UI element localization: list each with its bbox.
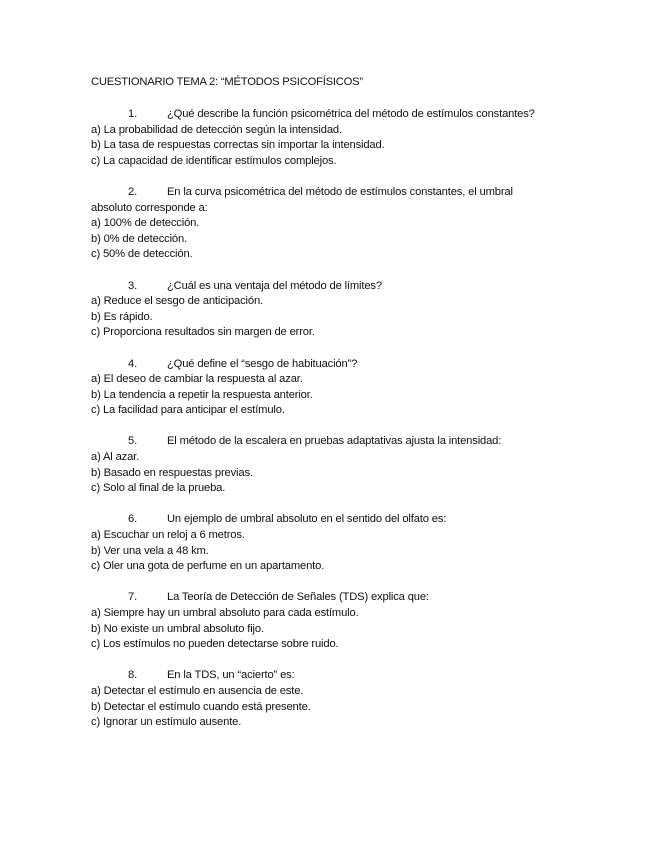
question-5 bbox=[91, 434, 561, 496]
answer-option: a) Reduce el sesgo de anticipación. bbox=[91, 295, 263, 308]
answer-option: a) Escuchar un reloj a 6 metros. bbox=[91, 529, 245, 542]
question-line bbox=[91, 434, 561, 450]
question-number: 1. bbox=[128, 108, 138, 120]
answer-option: c) Proporciona resultados sin margen de error. bbox=[91, 326, 315, 339]
question-number: 7. bbox=[128, 591, 138, 604]
question-6 bbox=[91, 512, 561, 574]
question-text: La Teoría de Detección de Señales (TDS) explica que: bbox=[167, 591, 429, 604]
answer-option: c) Solo al final de la prueba. bbox=[91, 482, 226, 495]
question-text: Un ejemplo de umbral absoluto en el sentido del olfato es: bbox=[167, 513, 447, 526]
question-text: ¿Cuál es una ventaja del método de límites? bbox=[167, 279, 382, 292]
question-text: En la TDS, un “acierto” es: bbox=[167, 669, 295, 682]
answer-option: c) Ignorar un estímulo ausente. bbox=[91, 716, 242, 729]
answer-option: a) 100% de detección. bbox=[91, 217, 200, 230]
question-1 bbox=[91, 107, 561, 169]
answer-option: b) La tasa de respuestas correctas sin importar la intensidad. bbox=[91, 139, 385, 152]
answer-option: c) La capacidad de identificar estímulos complejos. bbox=[91, 154, 337, 167]
question-line bbox=[91, 590, 561, 606]
question-line bbox=[91, 185, 561, 216]
answer-option: a) La probabilidad de detección según la intensidad. bbox=[91, 123, 342, 136]
answer-option: b) 0% de detección. bbox=[91, 232, 188, 245]
answer-option: b) Ver una vela a 48 km. bbox=[91, 544, 209, 557]
question-text: El método de la escalera en pruebas adaptativas ajusta la intensidad: bbox=[167, 435, 502, 448]
question-7 bbox=[91, 590, 561, 652]
answer-option: c) La facilidad para anticipar el estímulo. bbox=[91, 404, 285, 417]
question-number: 8. bbox=[128, 669, 138, 682]
question-8 bbox=[91, 668, 561, 730]
answer-option: a) Detectar el estímulo en ausencia de este. bbox=[91, 684, 304, 697]
question-line bbox=[91, 668, 561, 684]
answer-option: c) Oler una gota de perfume en un apartamento. bbox=[91, 560, 325, 573]
answer-option: a) Al azar. bbox=[91, 451, 140, 464]
answer-option: b) Es rápido. bbox=[91, 310, 153, 323]
question-number: 3. bbox=[128, 279, 138, 292]
answer-option: c) Los estímulos no pueden detectarse sobre ruido. bbox=[91, 638, 339, 651]
answer-option: b) La tendencia a repetir la respuesta anterior. bbox=[91, 388, 313, 401]
question-text: ¿Qué define el “sesgo de habituación”? bbox=[167, 357, 358, 370]
question-number: 6. bbox=[128, 513, 138, 526]
question-line bbox=[91, 279, 561, 295]
question-list bbox=[91, 107, 561, 746]
page-title: CUESTIONARIO TEMA 2: “MÉTODOS PSICOFÍSICOS” bbox=[91, 76, 363, 88]
question-line bbox=[91, 512, 561, 528]
answer-option: c) 50% de detección. bbox=[91, 248, 193, 261]
answer-option: b) Basado en respuestas previas. bbox=[91, 466, 253, 479]
question-4 bbox=[91, 357, 561, 419]
answer-option: b) No existe un umbral absoluto fijo. bbox=[91, 622, 264, 635]
answer-option: a) El deseo de cambiar la respuesta al azar. bbox=[91, 373, 303, 386]
answer-option: a) Siempre hay un umbral absoluto para cada estímulo. bbox=[91, 607, 359, 619]
question-number: 5. bbox=[128, 435, 138, 448]
question-text: ¿Qué describe la función psicométrica del método de estímulos constantes? bbox=[167, 108, 535, 120]
question-number: 2. bbox=[128, 185, 138, 198]
question-2 bbox=[91, 185, 561, 263]
question-line bbox=[91, 107, 561, 123]
question-number: 4. bbox=[128, 357, 138, 370]
answer-option: b) Detectar el estímulo cuando está presente. bbox=[91, 700, 311, 713]
question-text: En la curva psicométrica del método de estímulos constantes, el umbral absoluto corresponde a: bbox=[91, 185, 513, 214]
question-line bbox=[91, 357, 561, 373]
question-3 bbox=[91, 279, 561, 341]
